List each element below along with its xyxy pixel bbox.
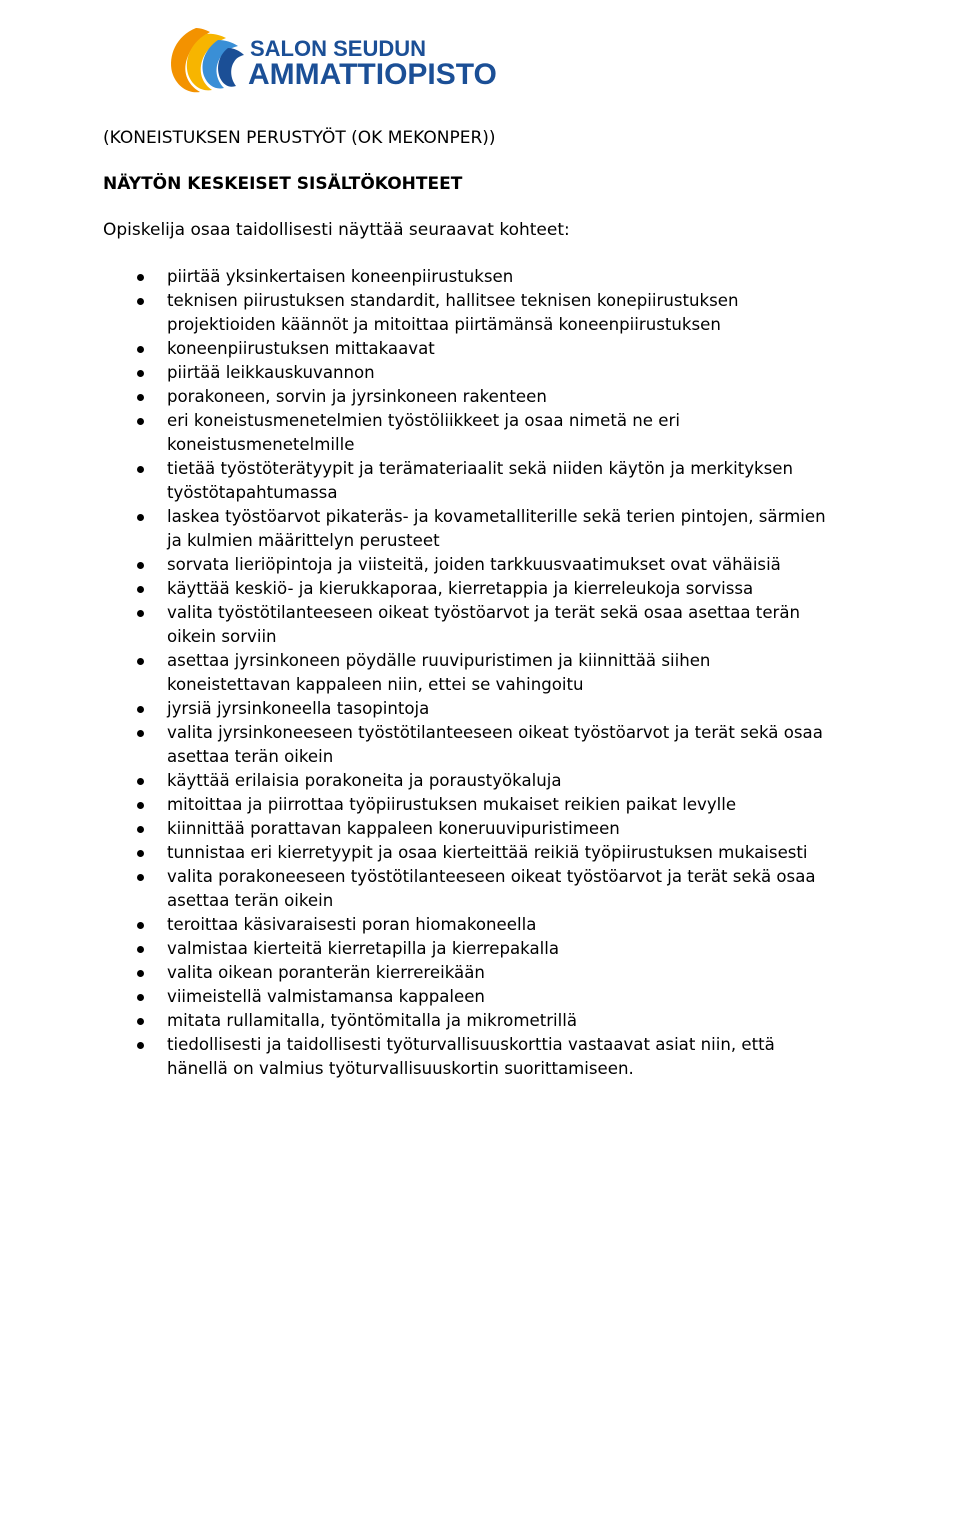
school-logo: [166, 26, 546, 96]
list-item-text: valita jyrsinkoneeseen työstötilanteeseen oikeat työstöarvot ja terät sekä osaa asettaa terän oikein: [167, 723, 823, 766]
list-item: [103, 337, 953, 361]
bullet-icon: [137, 298, 144, 305]
bullet-icon: [137, 706, 144, 713]
bullet-icon: [137, 850, 144, 857]
section-title: NÄYTÖN KESKEISET SISÄLTÖKOHTEET: [103, 174, 463, 194]
list-item: [103, 913, 953, 937]
bullet-icon: [137, 610, 144, 617]
list-item-text: valmistaa kierteitä kierretapilla ja kierrepakalla: [167, 939, 560, 958]
bullet-icon: [137, 346, 144, 353]
list-item: [103, 961, 953, 985]
list-item-text: mitoittaa ja piirrottaa työpiirustuksen mukaiset reikien paikat levylle: [167, 795, 737, 814]
list-item: [103, 553, 953, 577]
list-item: [103, 865, 953, 913]
bullet-icon: [137, 1042, 144, 1049]
list-item-text: valita oikean poranterän kierrereikään: [167, 963, 485, 982]
bullet-icon: [137, 562, 144, 569]
bullet-icon: [137, 370, 144, 377]
list-item-text: eri koneistusmenetelmien työstöliikkeet ja osaa nimetä ne eri koneistusmenetelmille: [167, 411, 680, 454]
bullet-icon: [137, 274, 144, 281]
logo-line-2: AMMATTIOPISTO: [248, 58, 497, 91]
flame-icon: [171, 28, 244, 92]
bullet-icon: [137, 466, 144, 473]
list-item-text: tietää työstöterätyypit ja terämateriaalit sekä niiden käytön ja merkityksen työstötapahtumassa: [167, 459, 794, 502]
list-item-text: teknisen piirustuksen standardit, hallitsee teknisen konepiirustuksen projektioiden käännöt ja mitoittaa piirtämänsä koneenpiirustuksen: [167, 291, 739, 334]
list-item-text: käyttää keskiö- ja kierukkaporaa, kierretappia ja kierreleukoja sorvissa: [167, 579, 754, 598]
bullet-icon: [137, 994, 144, 1001]
list-item-text: koneenpiirustuksen mittakaavat: [167, 339, 435, 358]
list-item: [103, 1009, 953, 1033]
list-item-text: mitata rullamitalla, työntömitalla ja mikrometrillä: [167, 1011, 578, 1030]
list-item: [103, 289, 953, 337]
list-item-text: teroittaa käsivaraisesti poran hiomakoneella: [167, 915, 537, 934]
list-item: [103, 985, 953, 1009]
list-item: [103, 721, 953, 769]
document-content: [103, 126, 953, 1081]
bullet-icon: [137, 586, 144, 593]
list-item-text: jyrsiä jyrsinkoneella tasopintoja: [167, 699, 430, 718]
list-item-text: tiedollisesti ja taidollisesti työturvallisuuskorttia vastaavat asiat niin, että hänellä on valmius työturvallisuuskortin suorittamiseen.: [167, 1035, 775, 1078]
content-items-list: [103, 265, 953, 1081]
list-item-text: viimeistellä valmistamansa kappaleen: [167, 987, 485, 1006]
list-item: [103, 1033, 953, 1081]
list-item-text: piirtää yksinkertaisen koneenpiirustuksen: [167, 267, 514, 286]
list-item: [103, 841, 953, 865]
list-item: [103, 505, 953, 553]
list-item-text: valita työstötilanteeseen oikeat työstöarvot ja terät sekä osaa asettaa terän oikein sorviin: [167, 603, 801, 646]
list-item-text: kiinnittää porattavan kappaleen koneruuvipuristimeen: [167, 819, 620, 838]
list-item-text: asettaa jyrsinkoneen pöydälle ruuvipuristimen ja kiinnittää siihen koneistettavan kappaleen niin, ettei se vahingoitu: [167, 651, 711, 694]
bullet-icon: [137, 418, 144, 425]
list-item: [103, 793, 953, 817]
bullet-icon: [137, 946, 144, 953]
list-item-text: sorvata lieriöpintoja ja viisteitä, joiden tarkkuusvaatimukset ovat vähäisiä: [167, 555, 781, 574]
list-item: [103, 697, 953, 721]
list-item: [103, 385, 953, 409]
list-item: [103, 937, 953, 961]
list-item: [103, 265, 953, 289]
list-item-text: piirtää leikkauskuvannon: [167, 363, 375, 382]
list-item: [103, 457, 953, 505]
list-item-text: käyttää erilaisia porakoneita ja poraustyökaluja: [167, 771, 562, 790]
school-logo-graphic: [166, 26, 546, 96]
list-item: [103, 769, 953, 793]
bullet-icon: [137, 514, 144, 521]
list-item-text: porakoneen, sorvin ja jyrsinkoneen rakenteen: [167, 387, 547, 406]
list-item-text: tunnistaa eri kierretyypit ja osaa kierteittää reikiä työpiirustuksen mukaisesti: [167, 843, 808, 862]
bullet-icon: [137, 826, 144, 833]
bullet-icon: [137, 874, 144, 881]
bullet-icon: [137, 970, 144, 977]
list-item: [103, 601, 953, 649]
bullet-icon: [137, 658, 144, 665]
bullet-icon: [137, 802, 144, 809]
list-item: [103, 361, 953, 385]
list-item: [103, 817, 953, 841]
logo-line-1: SALON SEUDUN: [250, 36, 427, 61]
list-item: [103, 649, 953, 697]
bullet-icon: [137, 922, 144, 929]
bullet-icon: [137, 1018, 144, 1025]
bullet-icon: [137, 394, 144, 401]
bullet-icon: [137, 730, 144, 737]
intro-text: Opiskelija osaa taidollisesti näyttää seuraavat kohteet:: [103, 220, 570, 240]
list-item-text: valita porakoneeseen työstötilanteeseen oikeat työstöarvot ja terät sekä osaa asettaa terän oikein: [167, 867, 816, 910]
bullet-icon: [137, 778, 144, 785]
list-item-text: laskea työstöarvot pikateräs- ja kovametalliterille sekä terien pintojen, särmien ja kulmien määrittelyn perusteet: [167, 507, 826, 550]
list-item: [103, 409, 953, 457]
course-title: (KONEISTUKSEN PERUSTYÖT (OK MEKONPER)): [103, 128, 496, 148]
list-item: [103, 577, 953, 601]
